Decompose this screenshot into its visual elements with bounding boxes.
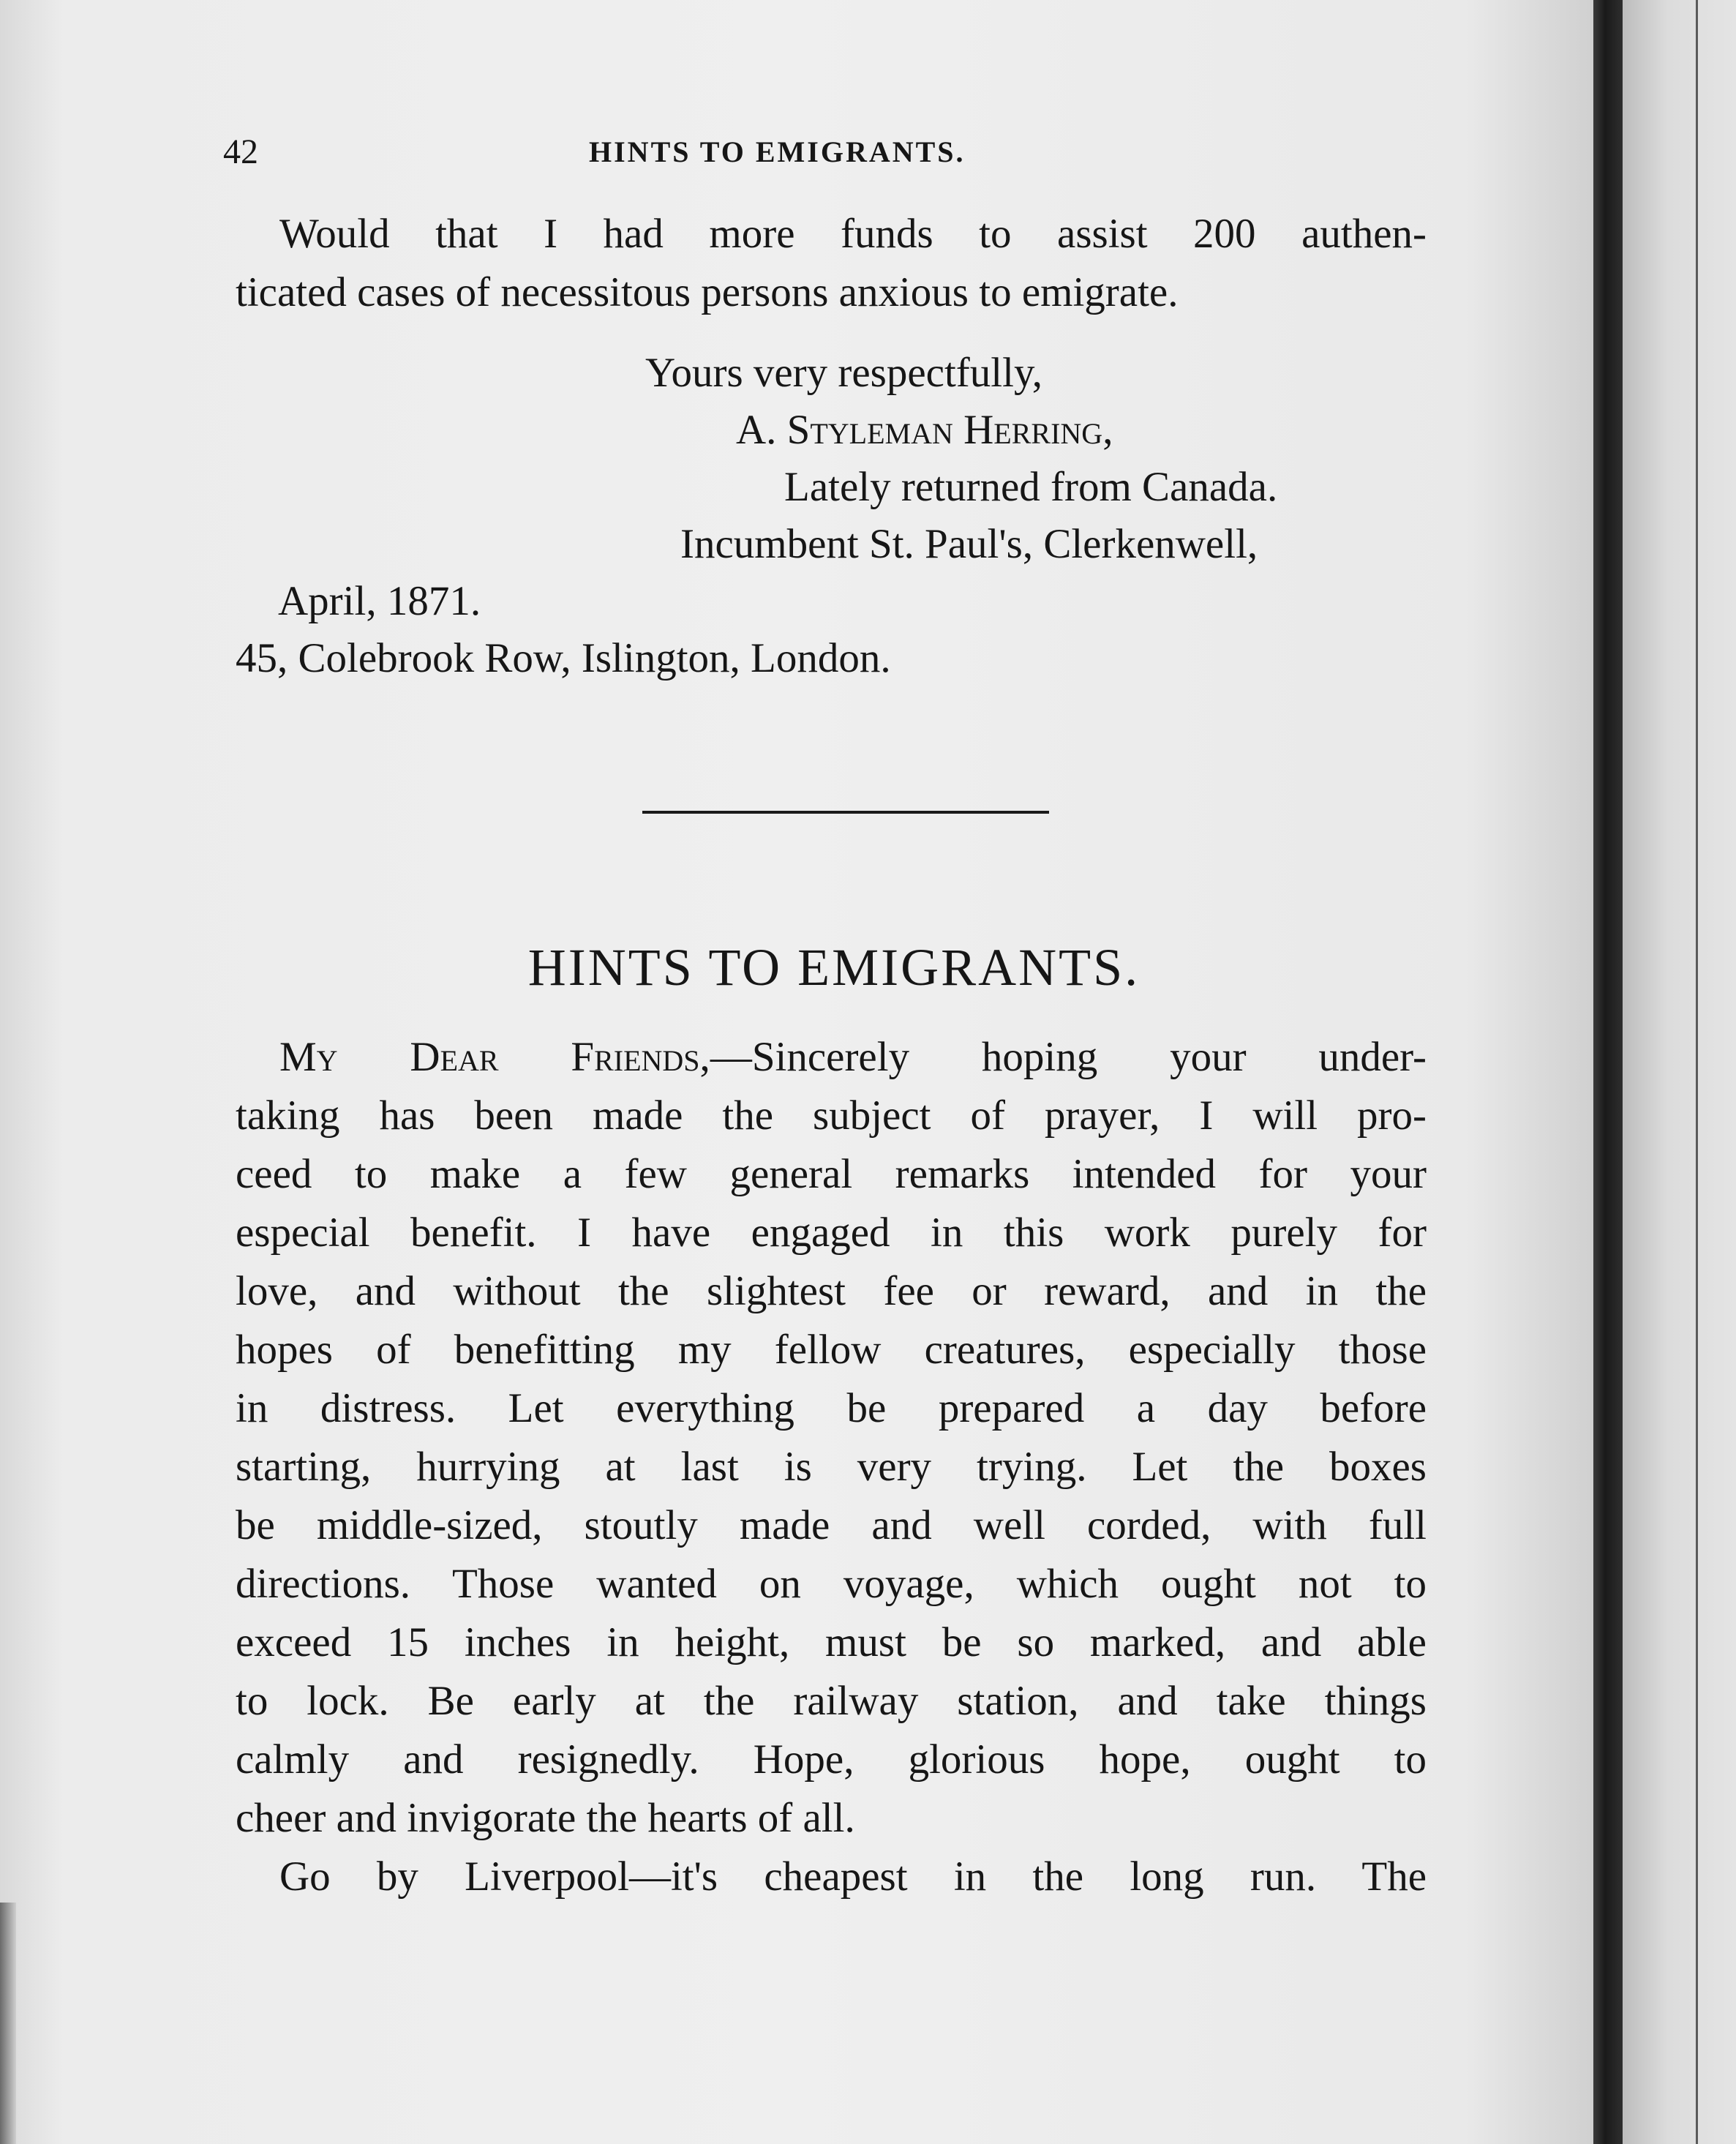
letter-text — [236, 205, 1427, 322]
section-body — [236, 1028, 1427, 1906]
letter-closing: Yours very respectfully, — [645, 350, 1043, 396]
body-line: to lock. Be early at the railway station, and take things — [236, 1678, 1427, 1724]
body-line: be middle-sized, stoutly made and well corded, with full — [236, 1502, 1427, 1548]
body-line-first — [236, 1028, 1427, 1087]
body-line: —Sincerely hoping your under- — [710, 1034, 1427, 1080]
body-line: starting, hurrying at last is very trying. Let the boxes — [236, 1444, 1427, 1490]
salutation: My Dear Friends, — [279, 1034, 710, 1080]
page-number: 42 — [223, 132, 258, 171]
letter-line: ticated cases of necessitous persons anxious to emigrate. — [236, 269, 1179, 315]
body-line: exceed 15 inches in height, must be so marked, and able — [236, 1619, 1427, 1665]
body-line: taking has been made the subject of prayer, I will pro- — [236, 1092, 1427, 1139]
page-left-edge — [0, 1903, 16, 2144]
signatory-title-1: Lately returned from Canada. — [784, 464, 1278, 510]
running-title: HINTS TO EMIGRANTS. — [589, 135, 966, 168]
body-line: cheer and invigorate the hearts of all. — [236, 1795, 855, 1841]
letter-line: Would that I had more funds to assist 200 authen- — [279, 211, 1427, 257]
body-line: directions. Those wanted on voyage, which ought not to — [236, 1561, 1427, 1607]
body-line: especial benefit. I have engaged in this work purely for — [236, 1210, 1427, 1256]
body-line: Go by Liverpool—it's cheapest in the long run. The — [279, 1853, 1427, 1900]
body-line: ceed to make a few general remarks intended for your — [236, 1151, 1427, 1197]
facing-page-edge — [1623, 0, 1736, 2144]
binding-gutter — [1593, 0, 1623, 2144]
signatory-title-2: Incumbent St. Paul's, Clerkenwell, — [680, 521, 1258, 567]
section-heading: HINTS TO EMIGRANTS. — [527, 938, 1141, 997]
letter-address: 45, Colebrook Row, Islington, London. — [236, 635, 891, 681]
facing-page-border — [1696, 0, 1698, 2144]
letter-signature: A. Styleman Herring, — [736, 407, 1113, 453]
body-line: calmly and resignedly. Hope, glorious hope, ought to — [236, 1736, 1427, 1783]
body-line: in distress. Let everything be prepared a day before — [236, 1385, 1427, 1431]
letter-date: April, 1871. — [278, 578, 481, 624]
body-line: love, and without the slightest fee or reward, and in the — [236, 1268, 1427, 1314]
section-divider — [642, 811, 1049, 814]
body-line: hopes of benefitting my fellow creatures, especially those — [236, 1327, 1427, 1373]
running-head — [223, 130, 1423, 174]
